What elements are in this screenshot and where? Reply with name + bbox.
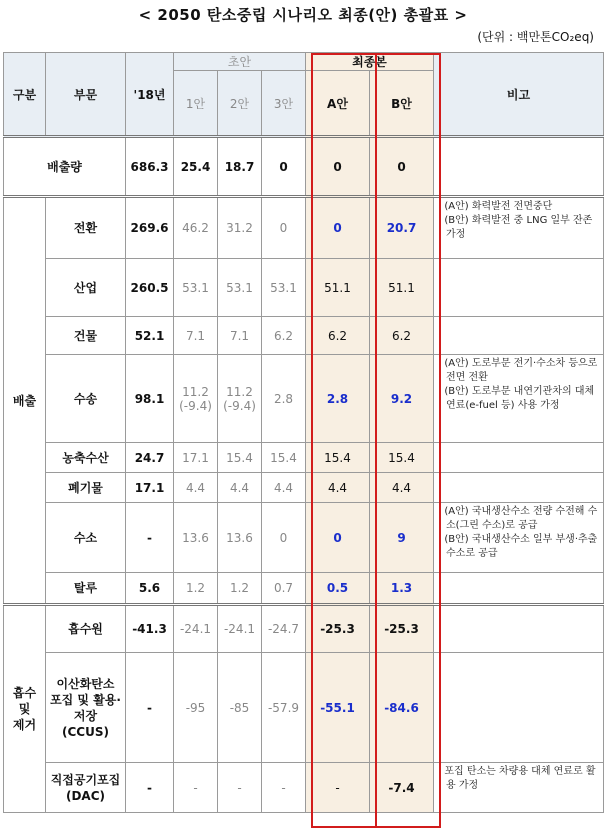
row-value: - xyxy=(262,763,306,813)
row-value: -24.1 xyxy=(218,605,262,653)
row-value: -25.3 xyxy=(306,605,370,653)
row-value: 269.6 xyxy=(126,197,174,259)
row-note xyxy=(434,503,604,573)
row-value: 53.1 xyxy=(218,259,262,317)
row-value: -24.7 xyxy=(262,605,306,653)
summary-table xyxy=(3,52,604,813)
table-row xyxy=(4,653,604,763)
table-row xyxy=(4,443,604,473)
table-row xyxy=(4,573,604,605)
table-row xyxy=(4,473,604,503)
header-2018: '18년 xyxy=(126,53,174,137)
header-draft-2: 2안 xyxy=(218,71,262,137)
row-value: 4.4 xyxy=(306,473,370,503)
row-value: - xyxy=(126,653,174,763)
row-value: 2.8 xyxy=(262,355,306,443)
row-value: -25.3 xyxy=(370,605,434,653)
row-label: 전환 xyxy=(46,197,126,259)
row-label: 수송 xyxy=(46,355,126,443)
header-final-a: A안 xyxy=(306,71,370,137)
row-value: 11.2 (-9.4) xyxy=(174,355,218,443)
row-value: - xyxy=(306,763,370,813)
row-value: - xyxy=(126,503,174,573)
row-note xyxy=(434,443,604,473)
row-value: -55.1 xyxy=(306,653,370,763)
row-value: 98.1 xyxy=(126,355,174,443)
emission-total-note xyxy=(434,137,604,197)
note-line: · (A안) 도로부문 전기·수소차 등으로 전면 전환 xyxy=(438,358,598,383)
row-value: 46.2 xyxy=(174,197,218,259)
emission-total-a: 0 xyxy=(306,137,370,197)
header-note: 비고 xyxy=(434,53,604,137)
row-value: 0 xyxy=(262,503,306,573)
row-note xyxy=(434,473,604,503)
table-row xyxy=(4,763,604,813)
row-value: 0 xyxy=(306,503,370,573)
emission-total-d3: 0 xyxy=(262,137,306,197)
group-label-emission: 배출 xyxy=(4,197,46,605)
row-value: -41.3 xyxy=(126,605,174,653)
emission-total-b: 0 xyxy=(370,137,434,197)
note-line: · (B안) 도로부문 내연기관차의 대체연료(e-fuel 등) 사용 가정 xyxy=(438,386,595,411)
row-value: 15.4 xyxy=(218,443,262,473)
row-note xyxy=(434,317,604,355)
row-value: 15.4 xyxy=(262,443,306,473)
row-value: 260.5 xyxy=(126,259,174,317)
table-row xyxy=(4,605,604,653)
row-value: - xyxy=(126,763,174,813)
row-value: 4.4 xyxy=(174,473,218,503)
row-note xyxy=(434,259,604,317)
row-value: 31.2 xyxy=(218,197,262,259)
row-value: 9.2 xyxy=(370,355,434,443)
row-value: 17.1 xyxy=(126,473,174,503)
row-value: 24.7 xyxy=(126,443,174,473)
row-value: 51.1 xyxy=(370,259,434,317)
row-value: -84.6 xyxy=(370,653,434,763)
row-label: 직접공기포집 (DAC) xyxy=(46,763,126,813)
header-sector: 부문 xyxy=(46,53,126,137)
row-note xyxy=(434,605,604,653)
row-label: 건물 xyxy=(46,317,126,355)
table-row xyxy=(4,259,604,317)
row-label: 흡수원 xyxy=(46,605,126,653)
row-note xyxy=(434,653,604,763)
row-value: -95 xyxy=(174,653,218,763)
table-row xyxy=(4,317,604,355)
row-value: 13.6 xyxy=(174,503,218,573)
note-line: · 포집 탄소는 차량용 대체 연료로 활용 가정 xyxy=(438,766,596,791)
row-value: 7.1 xyxy=(174,317,218,355)
row-value: 4.4 xyxy=(262,473,306,503)
row-value: 15.4 xyxy=(306,443,370,473)
row-value: 17.1 xyxy=(174,443,218,473)
row-label: 농축수산 xyxy=(46,443,126,473)
row-value: 5.6 xyxy=(126,573,174,605)
row-value: -85 xyxy=(218,653,262,763)
row-value: 6.2 xyxy=(370,317,434,355)
row-value: 9 xyxy=(370,503,434,573)
group-label-absorption: 흡수 및 제거 xyxy=(4,605,46,813)
row-value: 53.1 xyxy=(174,259,218,317)
row-label: 수소 xyxy=(46,503,126,573)
row-label: 이산화탄소 포집 및 활용·저장 (CCUS) xyxy=(46,653,126,763)
header-category: 구분 xyxy=(4,53,46,137)
row-note xyxy=(434,355,604,443)
row-value: 0.7 xyxy=(262,573,306,605)
row-value: 13.6 xyxy=(218,503,262,573)
row-value: 4.4 xyxy=(218,473,262,503)
row-value: 52.1 xyxy=(126,317,174,355)
emission-total-d2: 18.7 xyxy=(218,137,262,197)
table-row xyxy=(4,197,604,259)
row-value: -24.1 xyxy=(174,605,218,653)
row-value: 6.2 xyxy=(306,317,370,355)
row-label: 폐기물 xyxy=(46,473,126,503)
row-value: 6.2 xyxy=(262,317,306,355)
emission-total-d1: 25.4 xyxy=(174,137,218,197)
row-value: 15.4 xyxy=(370,443,434,473)
note-line: · (B안) 국내생산수소 일부 부생·추출 수소로 공급 xyxy=(438,534,598,559)
table-row xyxy=(4,355,604,443)
row-value: 11.2 (-9.4) xyxy=(218,355,262,443)
row-note xyxy=(434,763,604,813)
row-value: 1.2 xyxy=(218,573,262,605)
row-value: 20.7 xyxy=(370,197,434,259)
note-line: · (A안) 화력발전 전면중단 xyxy=(438,201,553,212)
row-note xyxy=(434,197,604,259)
header-draft-3: 3안 xyxy=(262,71,306,137)
row-value: 1.3 xyxy=(370,573,434,605)
row-value: 0.5 xyxy=(306,573,370,605)
note-line: · (B안) 화력발전 중 LNG 일부 잔존 가정 xyxy=(438,215,593,240)
row-value: 0 xyxy=(306,197,370,259)
page-title: < 2050 탄소중립 시나리오 최종(안) 총괄표 > xyxy=(138,6,468,24)
row-label: 산업 xyxy=(46,259,126,317)
header-draft-1: 1안 xyxy=(174,71,218,137)
row-value: 0 xyxy=(262,197,306,259)
header-final: 최종본 xyxy=(306,53,434,71)
note-line: · (A안) 국내생산수소 전량 수전해 수소(그린 수소)로 공급 xyxy=(438,506,598,531)
header-draft: 초안 xyxy=(174,53,306,71)
row-value: - xyxy=(218,763,262,813)
emission-total-label: 배출량 xyxy=(4,137,126,197)
row-value: -57.9 xyxy=(262,653,306,763)
row-value: -7.4 xyxy=(370,763,434,813)
row-note xyxy=(434,573,604,605)
header-final-b: B안 xyxy=(370,71,434,137)
row-value: 53.1 xyxy=(262,259,306,317)
unit-label: (단위 : 백만톤CO₂eq) xyxy=(477,30,594,44)
row-value: 2.8 xyxy=(306,355,370,443)
row-value: - xyxy=(174,763,218,813)
emission-total-2018: 686.3 xyxy=(126,137,174,197)
row-value: 1.2 xyxy=(174,573,218,605)
row-value: 51.1 xyxy=(306,259,370,317)
table-row xyxy=(4,503,604,573)
row-value: 4.4 xyxy=(370,473,434,503)
row-label: 탈루 xyxy=(46,573,126,605)
row-value: 7.1 xyxy=(218,317,262,355)
